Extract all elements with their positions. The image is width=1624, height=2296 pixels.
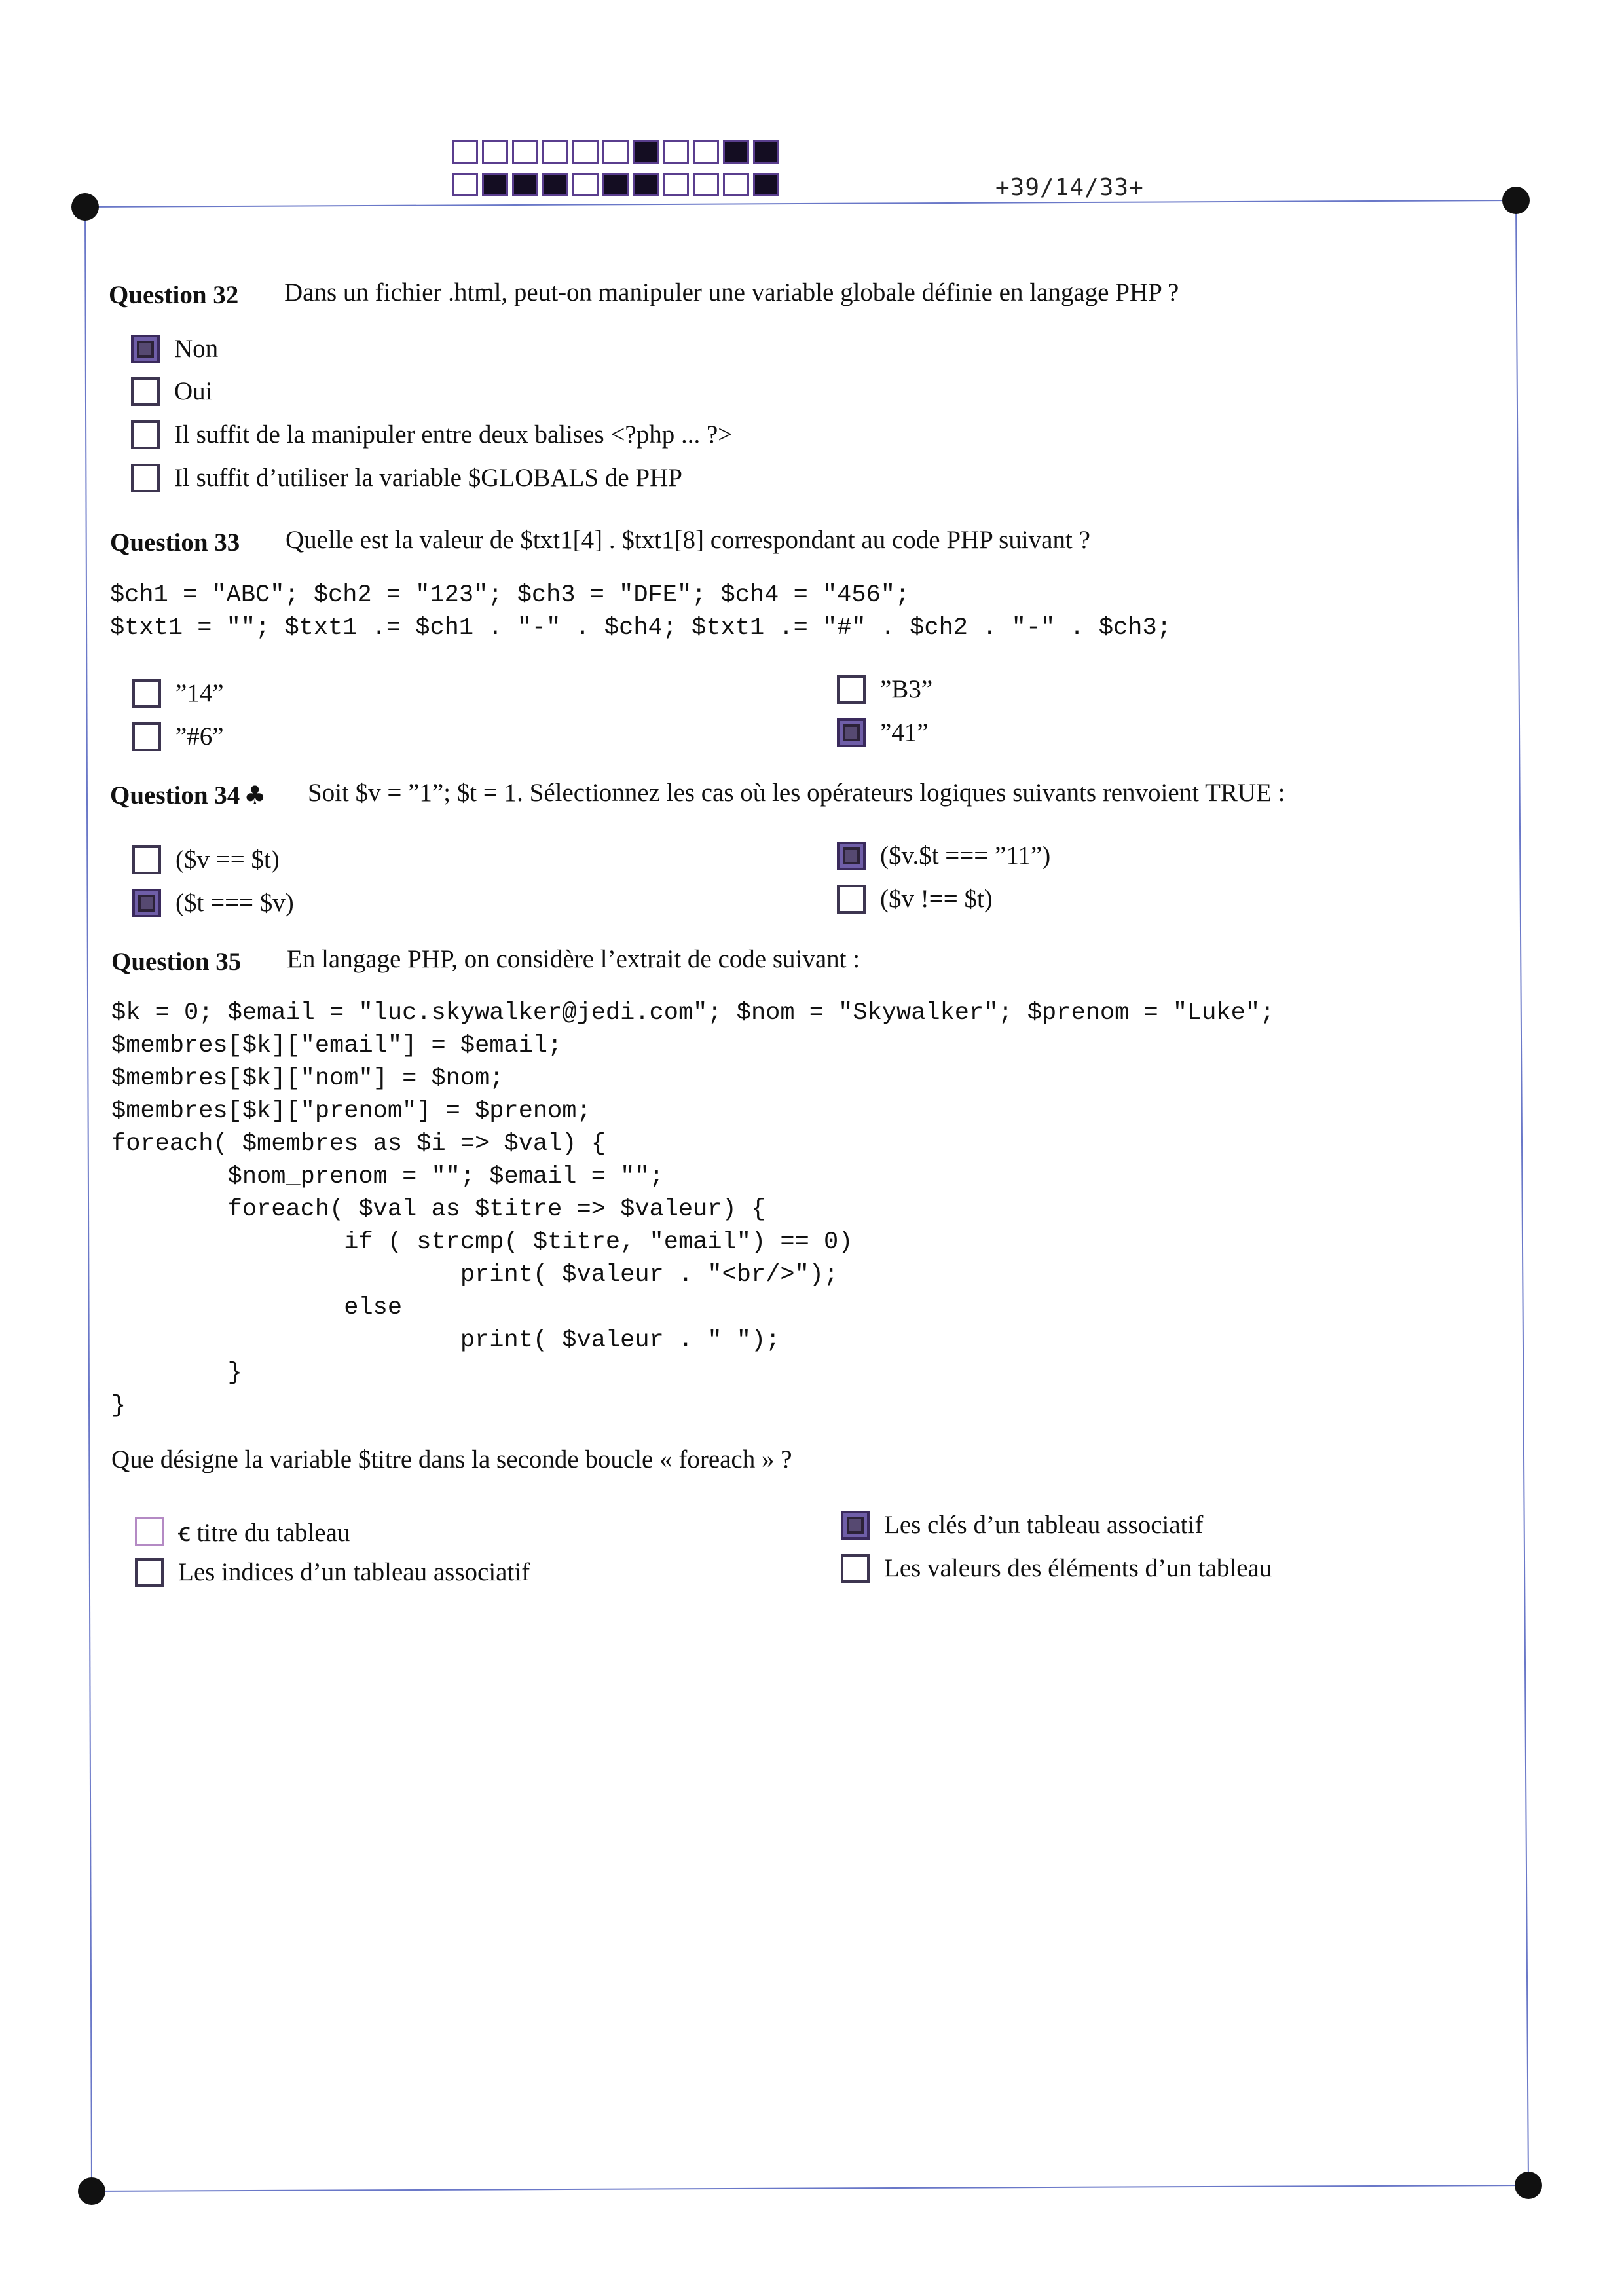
question-label: Question 34 (110, 781, 240, 809)
q35-option-1[interactable] (135, 1514, 350, 1549)
option-label: ꞓ titre du tableau (178, 1519, 350, 1547)
checkbox[interactable] (131, 464, 160, 492)
q32-option-3[interactable] (131, 420, 732, 449)
q33-option-2[interactable] (132, 722, 224, 751)
checkbox[interactable] (837, 842, 866, 870)
barcode-row-1 (452, 140, 783, 166)
checkbox[interactable] (841, 1554, 870, 1583)
checkbox[interactable] (131, 335, 160, 363)
code-line: $k = 0; $email = "luc.skywalker@jedi.com"; $nom = "Skywalker"; $prenom = "Luke"; (111, 999, 1275, 1027)
code-line: else (111, 1294, 403, 1322)
checkbox[interactable] (837, 718, 866, 747)
code-line: } (111, 1360, 242, 1387)
code-line: } (111, 1392, 126, 1420)
corner-mark-bottom-left (78, 2177, 105, 2205)
option-label: ”#6” (175, 722, 224, 750)
question-33-heading (110, 528, 240, 557)
option-label: ($v !== $t) (880, 885, 993, 913)
checkbox[interactable] (837, 885, 866, 914)
q33-option-1[interactable] (132, 678, 224, 708)
q34-option-3[interactable] (837, 841, 1050, 870)
checkbox[interactable] (131, 377, 160, 406)
code-line: $membres[$k]["prenom"] = $prenom; (111, 1098, 591, 1125)
barcode-cell (482, 173, 508, 196)
code-line: $txt1 = ""; $txt1 .= $ch1 . "-" . $ch4; $txt1 .= "#" . $ch2 . "-" . $ch3; (110, 614, 1172, 642)
question-35-heading (111, 947, 241, 976)
checkbox[interactable] (135, 1558, 164, 1587)
option-label: Non (174, 335, 219, 363)
question-32-text: Dans un fichier .html, peut-on manipuler une variable globale définie en langage PHP ? (284, 278, 1179, 306)
q33-option-3[interactable] (837, 675, 932, 704)
barcode-cell (693, 173, 719, 196)
code-line: foreach( $val as $titre => $valeur) { (111, 1196, 766, 1223)
barcode-cell (602, 173, 629, 196)
page-id: +39/14/33+ (995, 174, 1144, 201)
barcode-cell (753, 140, 779, 164)
barcode-cell (633, 173, 659, 196)
option-label: Les valeurs des éléments d’un tableau (884, 1554, 1272, 1582)
q33-code-block (110, 579, 1172, 644)
question-label: Question 32 (109, 281, 239, 309)
q34-option-4[interactable] (837, 884, 993, 914)
corner-mark-top-right (1502, 187, 1530, 214)
code-line: $ch1 = "ABC"; $ch2 = "123"; $ch3 = "DFE"; $ch4 = "456"; (110, 582, 910, 609)
question-35-text: En langage PHP, on considère l’extrait de code suivant : (287, 945, 860, 973)
barcode-cell (482, 140, 508, 164)
barcode-cell (452, 173, 478, 196)
barcode-cell (572, 140, 599, 164)
question-label: Question 33 (110, 528, 240, 557)
option-label: ($v.$t === ”11”) (880, 842, 1051, 870)
barcode-cell (753, 173, 779, 196)
checkbox[interactable] (132, 679, 161, 708)
option-label: Les clés d’un tableau associatif (884, 1511, 1204, 1539)
barcode-row-2 (452, 173, 783, 199)
checkbox[interactable] (837, 675, 866, 704)
question-label: Question 35 (111, 948, 242, 976)
q34-option-2[interactable] (132, 888, 294, 917)
code-line: foreach( $membres as $i => $val) { (111, 1130, 606, 1158)
q32-option-1[interactable] (131, 334, 218, 363)
option-label: Il suffit d’utiliser la variable $GLOBALS de PHP (174, 464, 682, 492)
option-label: Les indices d’un tableau associatif (178, 1558, 530, 1586)
question-35-prompt: Que désigne la variable $titre dans la seconde boucle « foreach » ? (111, 1445, 792, 1473)
q33-option-4[interactable] (837, 718, 929, 747)
question-32-heading (109, 280, 238, 310)
barcode-cell (542, 173, 568, 196)
code-line: $nom_prenom = ""; $email = ""; (111, 1163, 664, 1191)
barcode-cell (452, 140, 478, 164)
option-label: Il suffit de la manipuler entre deux balises <?php ... ?> (174, 420, 733, 449)
q34-option-1[interactable] (132, 845, 280, 874)
corner-mark-top-left (71, 193, 99, 221)
corner-mark-bottom-right (1515, 2172, 1542, 2199)
barcode-cell (602, 140, 629, 164)
barcode-cell (512, 140, 538, 164)
checkbox[interactable] (132, 845, 161, 874)
checkbox[interactable] (132, 722, 161, 751)
q35-option-4[interactable] (841, 1553, 1272, 1583)
checkbox[interactable] (841, 1511, 870, 1540)
q35-option-3[interactable] (841, 1510, 1203, 1540)
q32-option-2[interactable] (131, 377, 213, 406)
code-line: print( $valeur . " "); (111, 1327, 781, 1354)
option-label: Oui (174, 377, 213, 405)
barcode-cell (512, 173, 538, 196)
q32-option-4[interactable] (131, 463, 682, 492)
barcode-cell (542, 140, 568, 164)
barcode-cell (663, 173, 689, 196)
question-33-text: Quelle est la valeur de $txt1[4] . $txt1[8] correspondant au code PHP suivant ? (286, 526, 1090, 554)
checkbox[interactable] (135, 1517, 164, 1546)
checkbox[interactable] (132, 889, 161, 917)
option-label: ”41” (880, 718, 929, 747)
code-line: $membres[$k]["email"] = $email; (111, 1032, 563, 1060)
code-line: print( $valeur . "<br/>"); (111, 1261, 839, 1289)
option-label: ”B3” (880, 675, 933, 703)
barcode-cell (633, 140, 659, 164)
option-label: ($v == $t) (175, 845, 280, 874)
q35-option-2[interactable] (135, 1557, 530, 1587)
checkbox[interactable] (131, 420, 160, 449)
multiple-answer-club-icon: ♣ (244, 781, 267, 809)
barcode-cell (693, 140, 719, 164)
code-line: $membres[$k]["nom"] = $nom; (111, 1065, 504, 1092)
question-34-text: Soit $v = ”1”; $t = 1. Sélectionnez les cas où les opérateurs logiques suivants renvoient TRUE : (308, 779, 1285, 807)
option-label: ($t === $v) (175, 889, 294, 917)
barcode-cell (723, 173, 749, 196)
barcode-cell (723, 140, 749, 164)
barcode-cell (572, 173, 599, 196)
question-34-heading (110, 781, 266, 810)
barcode-cell (663, 140, 689, 164)
option-label: ”14” (175, 679, 224, 707)
code-line: if ( strcmp( $titre, "email") == 0) (111, 1229, 853, 1256)
q35-code-block (111, 997, 1274, 1422)
